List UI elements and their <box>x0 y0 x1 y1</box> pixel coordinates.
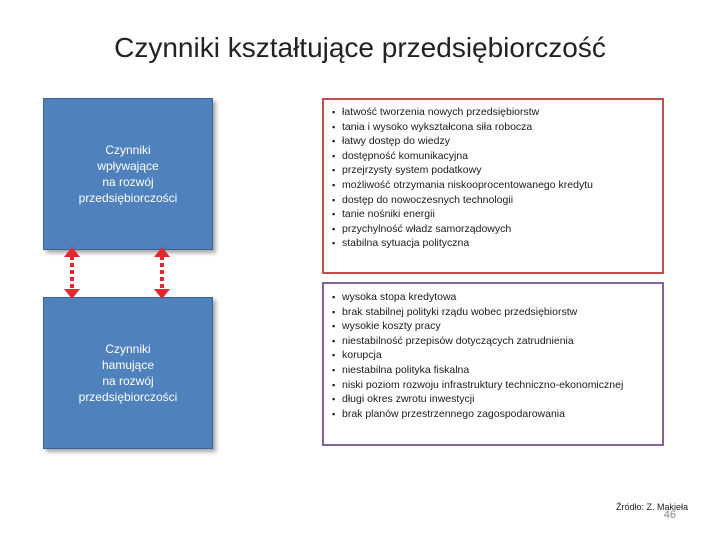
list-item: ▪ przychylność władz samorządowych <box>332 222 652 237</box>
negative-factors-list <box>332 290 652 421</box>
list-item: ▪ tania i wysoko wykształcona siła robocza <box>332 120 652 135</box>
source-note: Źródło: Z. Makieła <box>615 502 688 512</box>
list-item: ▪ niestabilna polityka fiskalna <box>332 363 652 378</box>
list-item: ▪ wysoka stopa kredytowa <box>332 290 652 305</box>
influencing-factors-label: Czynniki wpływające na rozwój przedsiębiorczości <box>78 143 178 205</box>
list-item: ▪ wysokie koszty pracy <box>332 319 652 334</box>
list-item: ▪ dostępność komunikacyjna <box>332 149 652 164</box>
list-item: ▪ brak stabilnej polityki rządu wobec przedsiębiorstw <box>332 305 652 320</box>
connector-right-arrow <box>152 246 172 300</box>
list-item: ▪ możliwość otrzymania niskooprocentowanego kredytu <box>332 178 652 193</box>
list-item: ▪ brak planów przestrzennego zagospodarowania <box>332 407 652 422</box>
influencing-factors-box <box>43 98 213 250</box>
list-item: ▪ niski poziom rozwoju infrastruktury techniczno-ekonomicznej <box>332 378 652 393</box>
list-item: ▪ tanie nośniki energii <box>332 207 652 222</box>
inhibiting-factors-box <box>43 297 213 449</box>
list-item: ▪ niestabilność przepisów dotyczących zatrudnienia <box>332 334 652 349</box>
list-item: ▪ łatwy dostęp do wiedzy <box>332 134 652 149</box>
positive-factors-list <box>332 105 652 251</box>
list-item: ▪ przejrzysty system podatkowy <box>332 163 652 178</box>
list-item: ▪ łatwość tworzenia nowych przedsiębiorstw <box>332 105 652 120</box>
connector-left-arrow <box>62 246 82 300</box>
slide-title: Czynniki kształtujące przedsiębiorczość <box>114 32 606 63</box>
page-number: 46 <box>663 509 676 521</box>
inhibiting-factors-label: Czynniki hamujące na rozwój przedsiębiorczości <box>78 342 178 404</box>
list-item: ▪ dostęp do nowoczesnych technologii <box>332 193 652 208</box>
list-item: ▪ korupcja <box>332 348 652 363</box>
list-item: ▪ długi okres zwrotu inwestycji <box>332 392 652 407</box>
list-item: ▪ stabilna sytuacja polityczna <box>332 236 652 251</box>
